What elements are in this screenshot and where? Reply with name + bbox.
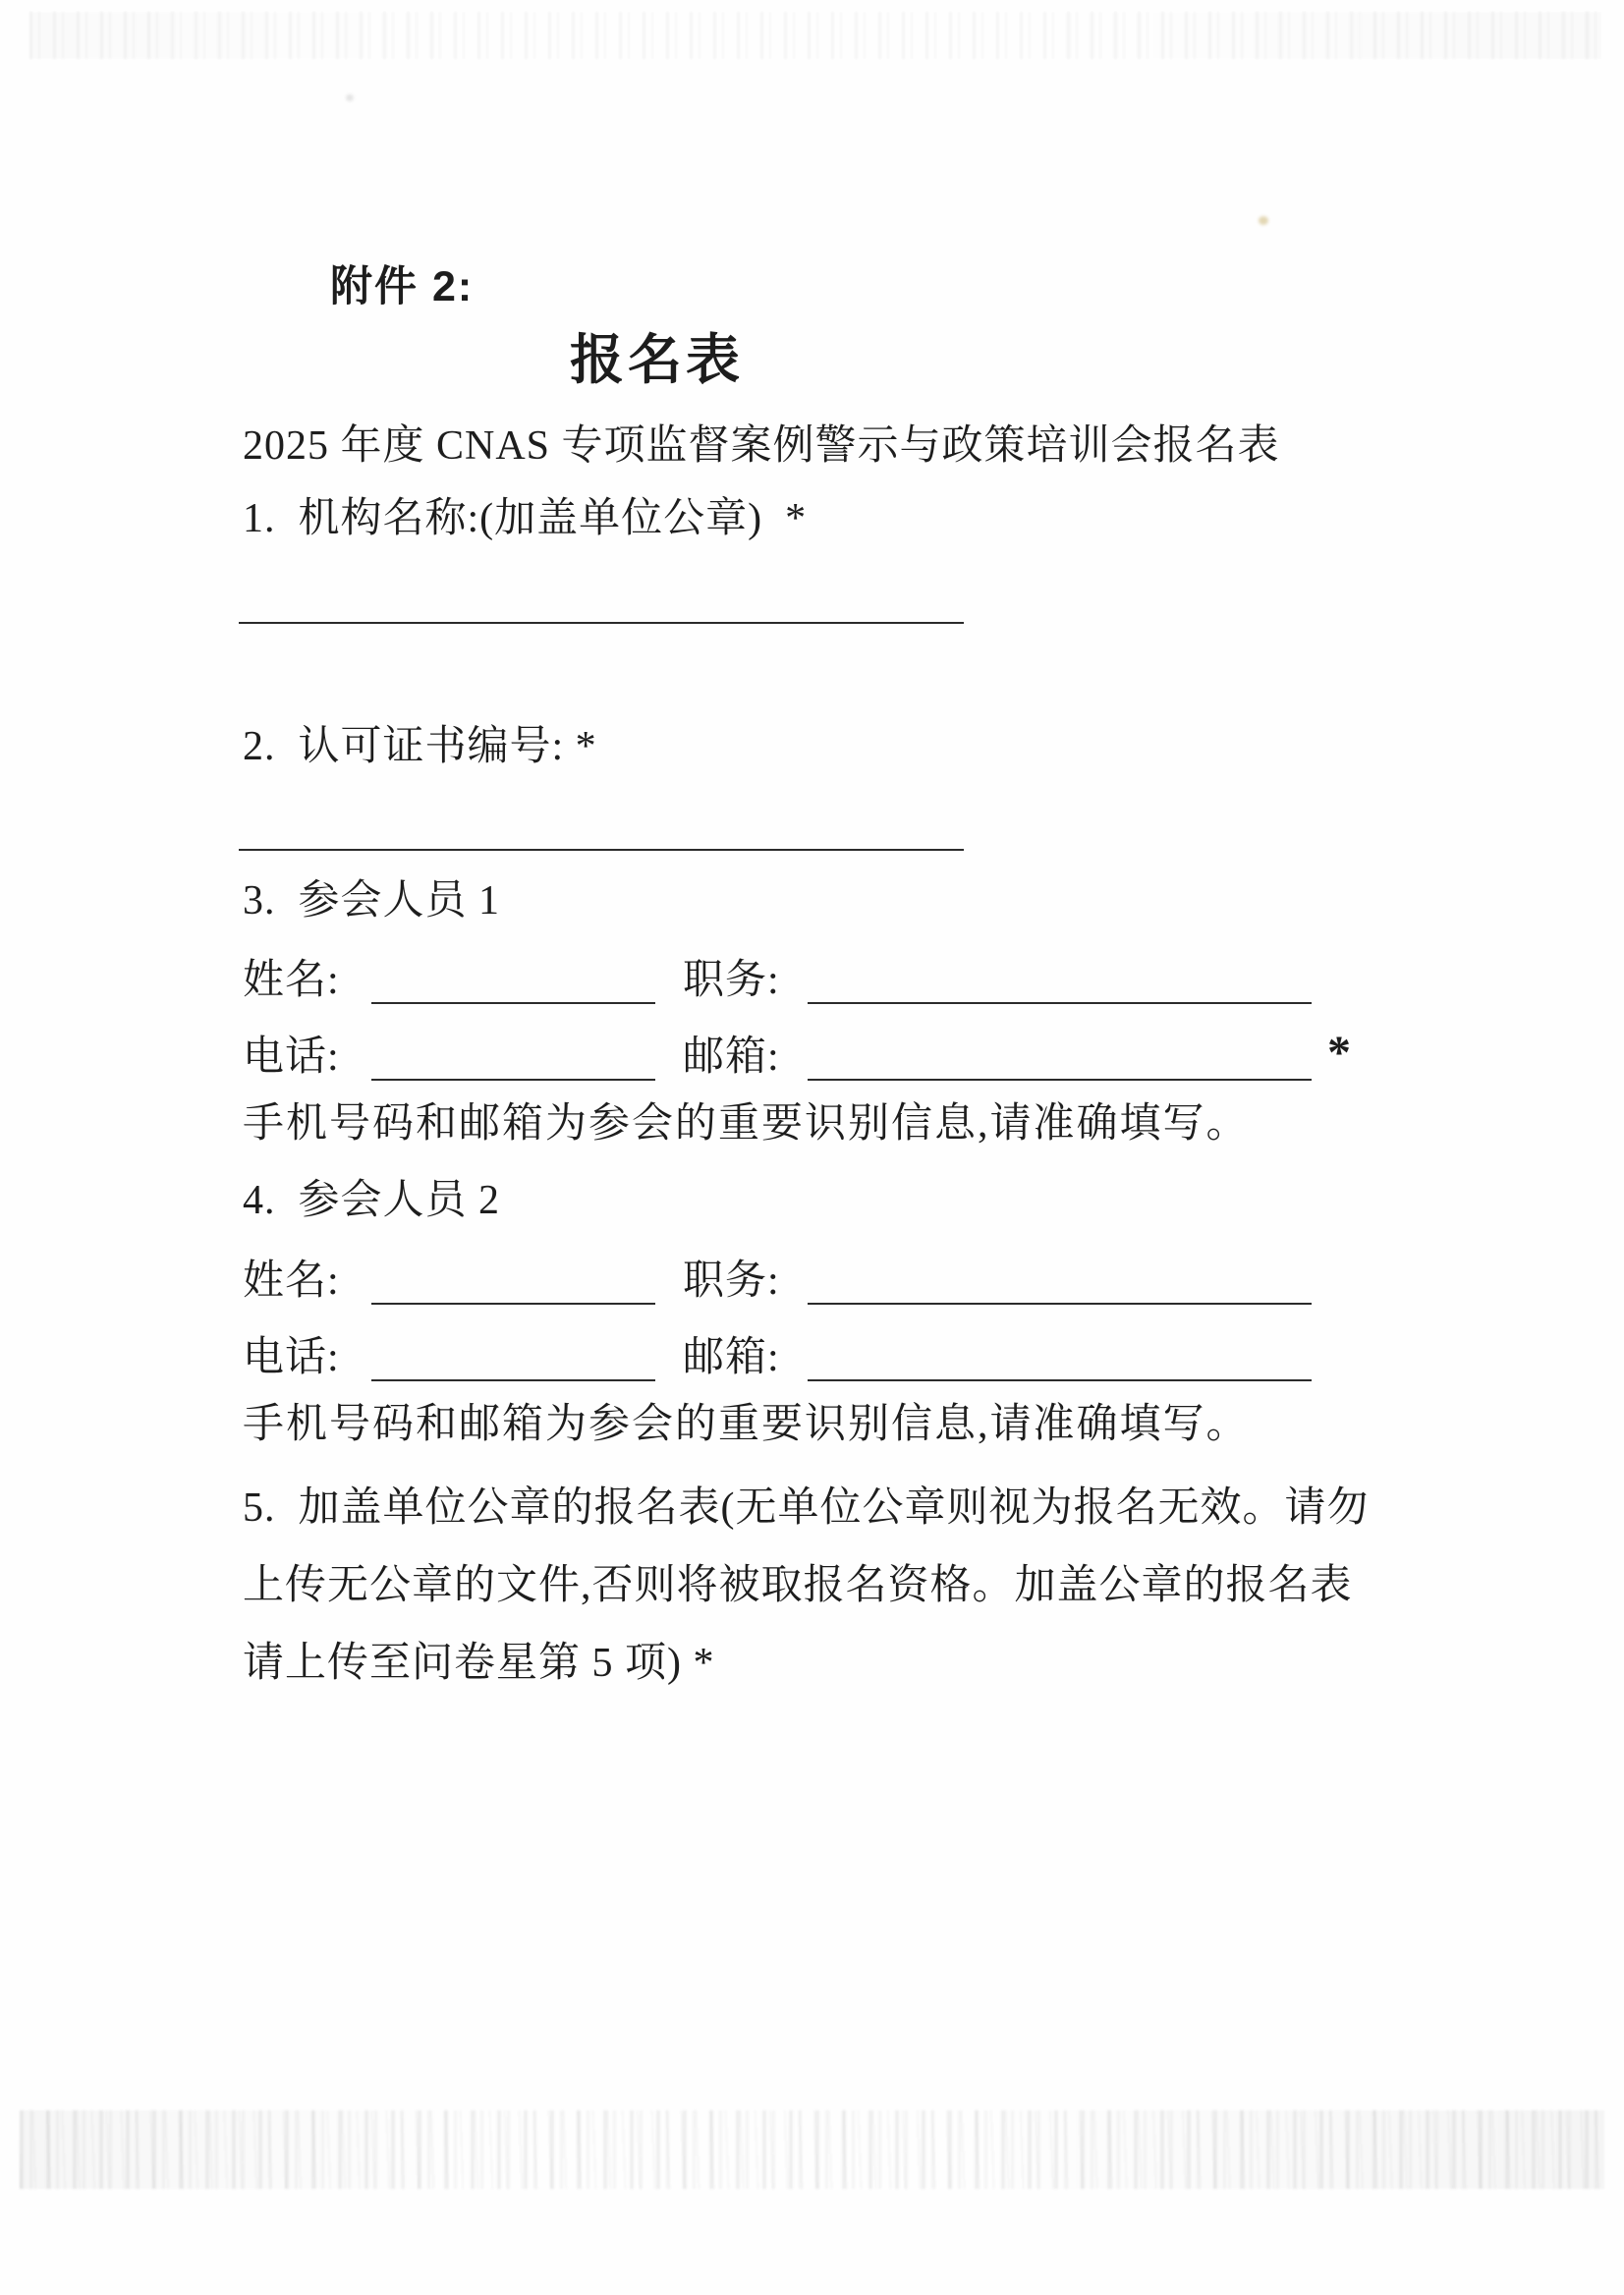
name-blank xyxy=(371,1303,655,1305)
institution-name-blank-line xyxy=(239,622,964,624)
page-title: 报名表 xyxy=(570,329,745,390)
item-5-stamp-instructions xyxy=(243,1470,1481,1703)
email-blank xyxy=(808,1079,1312,1081)
attendee-2-note: 手机号码和邮箱为参会的重要识别信息,请准确填写。 xyxy=(243,1402,1250,1447)
item-4-attendee-2-heading: 4. 参会人员 2 xyxy=(243,1178,501,1223)
phone-blank xyxy=(371,1079,655,1081)
item-3-attendee-1-heading: 3. 参会人员 1 xyxy=(243,878,501,924)
attendee-2-phone-email-row xyxy=(243,1320,1382,1383)
certificate-number-blank-line xyxy=(239,849,964,851)
email-label: 邮箱: xyxy=(683,1335,780,1380)
email-blank xyxy=(808,1379,1312,1381)
attendee-1-note: 手机号码和邮箱为参会的重要识别信息,请准确填写。 xyxy=(243,1101,1250,1147)
scan-speck xyxy=(346,94,354,101)
name-label: 姓名: xyxy=(243,958,340,1003)
position-label: 职务: xyxy=(683,958,780,1003)
scan-speck xyxy=(1259,216,1268,225)
scan-noise-top xyxy=(29,12,1601,59)
email-label: 邮箱: xyxy=(683,1035,780,1080)
form-subtitle: 2025 年度 CNAS 专项监督案例警示与政策培训会报名表 xyxy=(243,423,1280,469)
phone-blank xyxy=(371,1379,655,1381)
name-label: 姓名: xyxy=(243,1259,340,1304)
attendee-1-name-position-row xyxy=(243,943,1382,1006)
phone-label: 电话: xyxy=(243,1035,340,1080)
position-blank xyxy=(808,1002,1312,1004)
position-blank xyxy=(808,1303,1312,1305)
name-blank xyxy=(371,1002,655,1004)
paragraph-line: 5. 加盖单位公章的报名表(无单位公章则视为报名无效。请勿 xyxy=(243,1485,1370,1531)
item-1-institution-name: 1. 机构名称:(加盖单位公章) * xyxy=(243,496,808,541)
item-2-certificate-number: 2. 认可证书编号: * xyxy=(243,724,597,769)
attachment-label: 附件 2: xyxy=(330,263,475,310)
attendee-2-name-position-row xyxy=(243,1244,1382,1307)
phone-label: 电话: xyxy=(243,1335,340,1380)
attendee-1-phone-email-row xyxy=(243,1020,1382,1083)
paragraph-line: 请上传至问卷星第 5 项) * xyxy=(243,1641,715,1686)
position-label: 职务: xyxy=(683,1259,780,1304)
paragraph-line: 上传无公章的文件,否则将被取报名资格。加盖公章的报名表 xyxy=(243,1563,1353,1608)
scan-noise-bottom xyxy=(20,2110,1604,2189)
required-asterisk: * xyxy=(1327,1027,1351,1079)
